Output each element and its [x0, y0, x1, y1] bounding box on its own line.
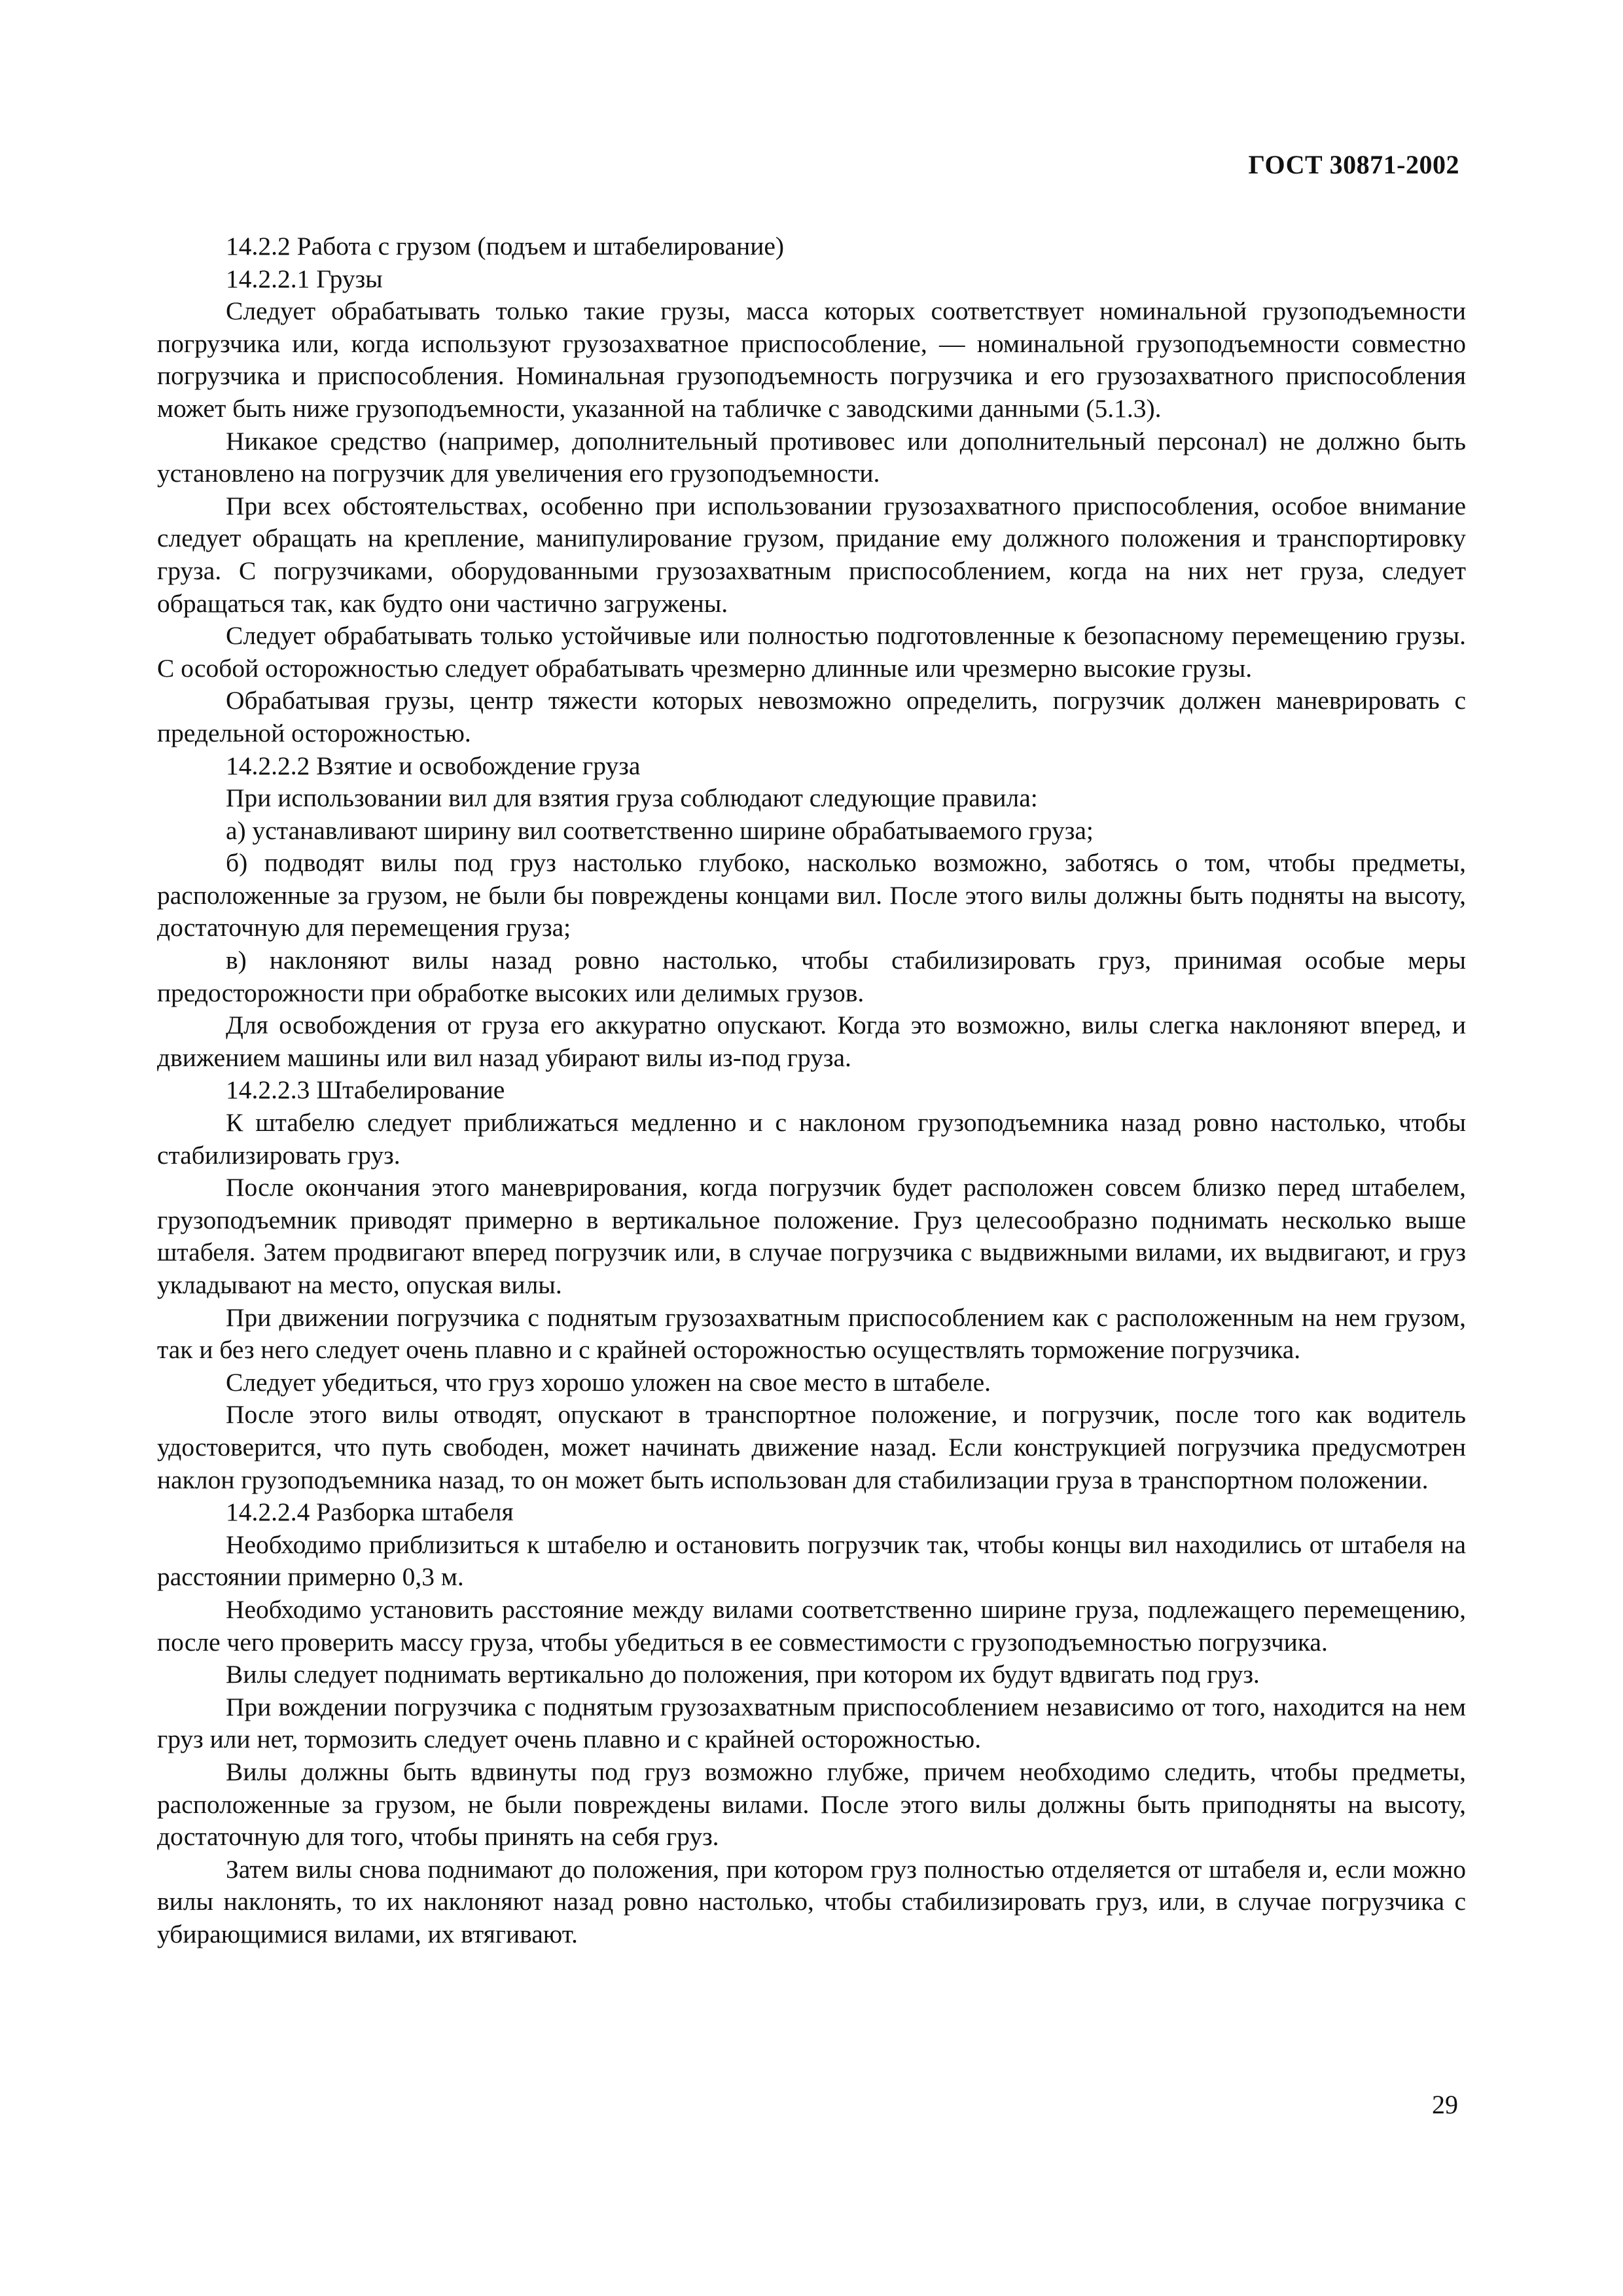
section-heading-14-2-2: 14.2.2 Работа с грузом (подъем и штабелирование) — [226, 232, 785, 260]
list-item: б) подводят вилы под груз настолько глубоко, насколько возможно, заботясь о том, чтобы предметы, расположенные за грузом, не были бы повреждены концами вил. После этого вилы должны быть подняты на высоту, достаточную для перемещения груза; — [157, 848, 1466, 942]
section-heading-14-2-2-1: 14.2.2.1 Грузы — [226, 264, 383, 293]
paragraph: Вилы следует поднимать вертикально до положения, при котором их будут вдвигать под груз. — [226, 1660, 1260, 1689]
list-item: в) наклоняют вилы назад ровно настолько, чтобы стабилизировать груз, принимая особые меры предосторожности при обработке высоких или делимых грузов. — [157, 946, 1466, 1007]
section-heading-14-2-2-2: 14.2.2.2 Взятие и освобождение груза — [226, 751, 641, 780]
paragraph: Необходимо приблизиться к штабелю и остановить погрузчик так, чтобы концы вил находились от штабеля на расстоянии примерно 0,3 м. — [157, 1530, 1466, 1592]
paragraph: Обрабатывая грузы, центр тяжести которых невозможно определить, погрузчик должен маневрировать с предельной осторожностью. — [157, 686, 1466, 747]
paragraph: Затем вилы снова поднимают до положения, при котором груз полностью отделяется от штабеля и, если можно вилы наклонять, то их наклоняют назад ровно настолько, чтобы стабилизировать груз, или, в случае погрузчика с убирающимися вилами, их втягивают. — [157, 1854, 1466, 1948]
list-item: а) устанавливают ширину вил соответственно ширине обрабатываемого груза; — [226, 816, 1094, 845]
paragraph: К штабелю следует приближаться медленно и с наклоном грузоподъемника назад ровно настолько, чтобы стабилизировать груз. — [157, 1108, 1466, 1170]
paragraph: Следует обрабатывать только такие грузы, масса которых соответствует номинальной грузоподъемности погрузчика или, когда используют грузозахватное приспособление, — номинальной грузоподъемности совместно погрузчика и приспособления. Номинальная грузоподъемность погрузчика и его грузозахватного приспособления может быть ниже грузоподъемности, указанной на табличке с заводскими данными (5.1.3). — [157, 296, 1466, 423]
standard-code-header: ГОСТ 30871-2002 — [1248, 150, 1459, 179]
paragraph: При использовании вил для взятия груза соблюдают следующие правила: — [226, 783, 1038, 813]
page-number: 29 — [1432, 2090, 1458, 2119]
body-text — [157, 230, 1466, 1950]
paragraph: После этого вилы отводят, опускают в транспортное положение, и погрузчик, после того как водитель удостоверится, что путь свободен, может начинать движение назад. Если конструкцией погрузчика предусмотрен наклон грузоподъемника назад, то он может быть использован для стабилизации груза в транспортном положении. — [157, 1400, 1466, 1494]
paragraph: Следует убедиться, что груз хорошо уложен на свое место в штабеле. — [226, 1367, 991, 1397]
section-heading-14-2-2-4: 14.2.2.4 Разборка штабеля — [226, 1498, 514, 1527]
paragraph: Вилы должны быть вдвинуты под груз возможно глубже, причем необходимо следить, чтобы предметы, расположенные за грузом, не были повреждены вилами. После этого вилы должны быть приподняты на высоту, достаточную для того, чтобы принять на себя груз. — [157, 1757, 1466, 1852]
paragraph: Для освобождения от груза его аккуратно опускают. Когда это возможно, вилы слегка наклоняют вперед, и движением машины или вил назад убирают вилы из-под груза. — [157, 1011, 1466, 1072]
paragraph: При движении погрузчика с поднятым грузозахватным приспособлением как с расположенным на нем грузом, так и без него следует очень плавно и с крайней осторожностью осуществлять торможение погрузчика. — [157, 1302, 1466, 1365]
paragraph: Никакое средство (например, дополнительный противовес или дополнительный персонал) не должно быть установлено на погрузчик для увеличения его грузоподъемности. — [157, 426, 1466, 488]
paragraph: При вождении погрузчика с поднятым грузозахватным приспособлением независимо от того, находится на нем груз или нет, тормозить следует очень плавно и с крайней осторожностью. — [157, 1692, 1466, 1754]
paragraph: Следует обрабатывать только устойчивые или полностью подготовленные к безопасному перемещению грузы. С особой осторожностью следует обрабатывать чрезмерно длинные или чрезмерно высокие грузы. — [157, 621, 1466, 683]
paragraph: При всех обстоятельствах, особенно при использовании грузозахватного приспособления, особое внимание следует обращать на крепление, манипулирование грузом, придание ему должного положения и транспортировку груза. С погрузчиками, оборудованными грузозахватным приспособлением, когда на них нет груза, следует обращаться так, как будто они частично загружены. — [157, 491, 1466, 618]
paragraph: После окончания этого маневрирования, когда погрузчик будет расположен совсем близко перед штабелем, грузоподъемник приводят примерно в вертикальное положение. Груз целесообразно поднимать несколько выше штабеля. Затем продвигают вперед погрузчик или, в случае погрузчика с выдвижными вилами, их выдвигают, и груз укладывают на место, опуская вилы. — [157, 1173, 1466, 1299]
section-heading-14-2-2-3: 14.2.2.3 Штабелирование — [226, 1075, 505, 1105]
paragraph: Необходимо установить расстояние между вилами соответственно ширине груза, подлежащего перемещению, после чего проверить массу груза, чтобы убедиться в ее совместимости с грузоподъемностью погрузчика. — [157, 1594, 1466, 1657]
